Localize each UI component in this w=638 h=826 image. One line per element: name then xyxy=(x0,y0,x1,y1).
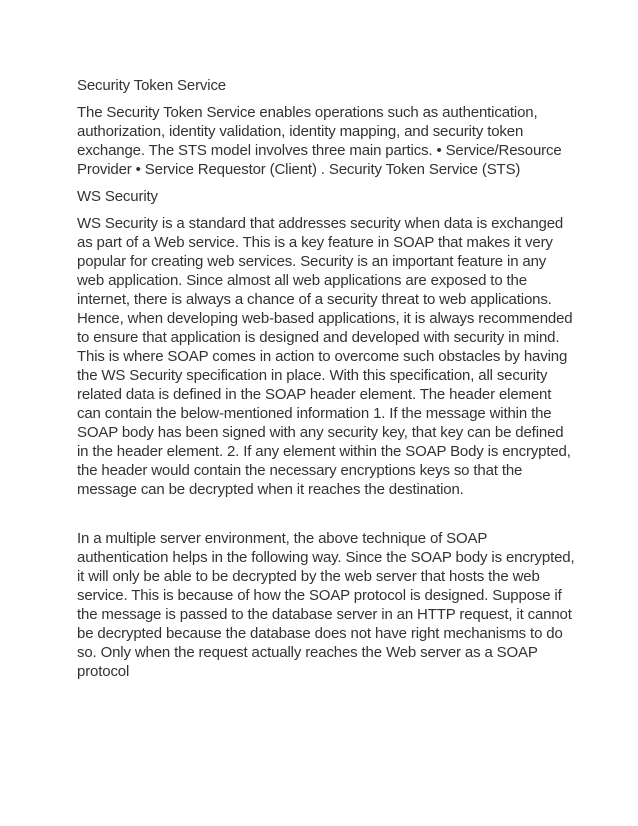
paragraph-sts-description: The Security Token Service enables operations such as authentication, authorization, identity validation, identity mapping, and security token exchange. The STS model involves three main partics. • Service/Resource Provider • Service Requestor (Client) . Security Token Service (STS) xyxy=(77,104,562,178)
paragraph-ws-security-description: WS Security is a standard that addresses security when data is exchanged as part of a Web service. This is a key feature in SOAP that makes it very popular for creating web services. Security is an important feature in any web application. Since almost all web applications are exposed to the internet, there is always a chance of a security threat to web applications. Hence, when developing web-based applications, it is always recommended to ensure that application is designed and developed with security in mind. This is where SOAP comes in action to overcome such obstacles by having the WS Security specification in place. With this specification, all security related data is defined in the SOAP header element. The header element can contain the below-mentioned information 1. If the message within the SOAP body has been signed with any security key, that key can be defined in the header element. 2. If any element within the SOAP Body is encrypted, the header would contain the necessary encryptions keys so that the message can be decrypted when it reaches the destination. xyxy=(77,215,573,498)
paragraph-multiple-server-environment: In a multiple server environment, the above technique of SOAP authentication helps in the following way. Since the SOAP body is encrypted, it will only be able to be decrypted by the web server that hosts the web service. This is because of how the SOAP protocol is designed. Suppose if the message is passed to the database server in an HTTP request, it cannot be decrypted because the database does not have right mechanisms to do so. Only when the request actually reaches the Web server as a SOAP protocol xyxy=(77,530,575,680)
document-content xyxy=(77,76,575,689)
heading-security-token-service: Security Token Service xyxy=(77,77,226,94)
heading-ws-security: WS Security xyxy=(77,188,158,205)
